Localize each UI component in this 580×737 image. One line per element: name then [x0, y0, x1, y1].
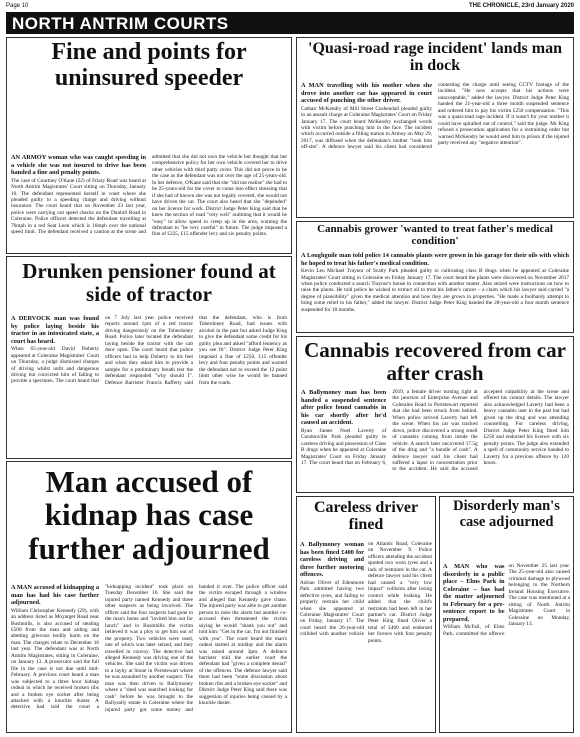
story-speeder [6, 37, 292, 254]
story-body [301, 252, 569, 332]
story-careless [296, 496, 436, 733]
page-header [6, 2, 574, 12]
story-body [11, 154, 287, 252]
story-body [11, 584, 287, 731]
body-text: William Christopher Kennedy (29), with an address listed as Moyarget Road near Bushmills, is also accused of stealing £500 from the man and aiding and abetting grievous bodily harm on the man. The charges relate to December 16 last year. The defendant was at North Antrim Magistrates, sitting in Coleraine, on January 13. A prosecutor said the full file in the case is not due until mid-February. A previous court heard a man was subjected to a three hour kidnap ordeal in which he received broken ribs and a broken eye socket after being attacked with a knuckle duster. A detective had told the court a "kidnapping incident" took place on Tuesday December 16. She said the injured party named Kennedy and three other suspects as being involved. The officer said the four suspects had gone to the man's home and "invited him out for lunch" and in Bushmills the victim believed it was a ploy to get him out of the property. Two vehicles were used, one of which was later seized, and they travelled in convoy. The detective had alleged Kennedy was driving one of the vehicles. She said the victim was driven to a layby at Stone in Portstewart where he was assaulted by another suspect. The man was then driven to Ballymoney where a "shed was searched looking for cash" before he was brought to the Ballysally estate in Coleraine where the injured party got some money and handed it over. The police officer said the victim escaped through a window and alleged that Kennedy gave chase. The injured party was able to get another person to raise the alarm but another co-accused then threatened the victim saying he would "shank you out" and told him: "Get in the car. I'm not finished with you". The court heard the man's ordeal started at midday and the alarm was raised around 3pm. A defence barrister told the earlier court the defendant had "given a complete denial" of the offences. The defence lawyer said there had been "some discussion about broken ribs and a broken eye socket" and District Judge Peter King said there was suggestion of injuries being caused by a knuckle duster. [11, 584, 287, 713]
standfirst: A Loughguile man told police 14 cannabis plants were grown in his garage for their oils with which he hoped to treat his father's medical condition. [301, 252, 569, 267]
headline: 'Quasi-road rage incident' lands man in dock [308, 40, 562, 75]
body-text: The case of Courtney O'Kane (22) of Friary Road was heard at North Antrim Magistrates' Court sitting on Thursday, January 16. The defendant represented herself in court where she pleaded guilty to a speeding charge and driving without insurance. The court heard that on November 23 last year, police were carrying out speed checks on the Dunhill Road in Coleraine. Police officers detected the defendant travelling at 76mph in a red Seat Leon which is 16mph over the national speed limit. The defendant received a caution at the scene and admitted that she did not own the vehicle but thought that her comprehensive policy for her own vehicle covered her to drive other vehicles with third party cover. This did not prove to be the case as the defendant was not over the age of 25-years-old. In her defence, O'Kane said that she "did not realise" she had to be 25-years-old for the cover to come into effect stressing that if she had of known she was not legally covered, she would not have driven the car. The court also heard that she "depended" on her licence for work. District Judge Peter King said that he knew the section of road "very well" outlining that it would be "easy" to allow speed to creep up in the area, warning the defendant to "be very careful" in future. The judge imposed a fine of £225, £15 offender levy and six penalty points. [11, 154, 287, 238]
story-kidnap [6, 461, 292, 733]
story-body [301, 82, 569, 216]
headline: Cannabis recovered from car after crash [304, 338, 566, 385]
body-text: Ryan James Noel Laverty of Condonville Park pleaded guilty to careless driving and possession of Class B drugs when he appeared at Coleraine Magistrates' Court on Friday January 17. The court heard that on February 6, 2019, a female driver turning right at the junction of Enterprise Avenue and Coleraine Road in Portstewart reported that she had been struck from behind. When police arrived Laverty had left the scene. When his car was tracked down, police discovered a strong smell of cannabis coming from inside the vehicle. A search later uncovered 17.5g of the drug and "a bundle of cash". A defence lawyer said his client had suffered a lapse in concentration prior to the accident. He said the accused accepted culpability at the scene and offered his contact details. The lawyer also acknowledged Laverty had been a heavy cannabis user in the past but had given up the drug and was attending counselling. For careless driving, District Judge Peter King fined him £250 and endorsed his licence with six penalty points. The judge also extended a spell of community service handed to Laverty for a previous offence by 120 hours. [301, 389, 569, 473]
body-text: When 65-year-old David Doherty appeared at Coleraine Magistrates' Court on Thursday, a judge dismissed charges of driving whilst unfit and dangerous driving but convicted him of failing to provide a specimen. The court heard that on 7 July last year police received reports around 1pm of a red tractor driving dangerously on the Toberdoney Road. Police later located the defendant laying beside the tractor with the cab door open. The court heard that police officers had to help Doherty to his feet and when they asked him to provide a sample for a preliminary breath test the defendant responded "why should I". Defence Barrister Francis Rafferty said that the defendant, who is from Toberdoney Road, had issues with alcohol in the past but asked Judge King to give the defendant some credit for his guilty plea and asked "afford leniency as you see fit". District Judge Peter King imposed a fine of £250, £15 offender levy and four penalty points and warned the defendant not to exceed the 12 point limit other wise he would be banned from the roads. [11, 315, 287, 386]
standfirst: A Ballymoney man has been handed a suspended sentence after police found cannabis in his car shortly after he'd caused an accident. [301, 389, 387, 427]
publication-date: THE CHRONICLE, 23rd January 2020 [468, 3, 574, 9]
story-body [301, 389, 569, 491]
section-title: NORTH ANTRIM COURTS [12, 14, 229, 33]
standfirst: A MAN travelling with his mother when she drove into another car has appeared in court accused of punching the other driver. [301, 82, 432, 105]
story-dock [296, 37, 574, 218]
standfirst: A MAN accused of kidnapping a man has had his case further adjourned. [11, 584, 99, 607]
story-disorderly [439, 496, 574, 733]
standfirst: A MAN who was disorderly in a public place – Elms Park in Coleraine – has had the matter adjourned to February for a pre-sentence report to be prepared. [443, 563, 505, 623]
story-body [300, 541, 432, 731]
headline: Cannabis grower 'wanted to treat father's medical condition' [317, 223, 553, 247]
body-text: Cathair McKendry of Mill Street Cushendall pleaded guilty to an assault charge at Coleraine Magistrates' Court on Friday January 17. The court heard McKendry exchanged words with victim before punching him in the face. The incident which occurred outside a filling station in Armoy on May 29, 2017, was diffused when the defendant's mother "took him off-site". A defence lawyer said his client had considered contesting the charge until seeing CCTV footage of the incident. "He now accepts that his actions were unacceptable," added the lawyer. District Judge Peter King handed the 21-year-old a three month suspended sentence and ordered him to pay his victim £250 compensation. "This was a quasi-road rage incident. If it wasn't for your mother it could have spiralled out of control," said the judge. Mr King refused a prosecution application for a restraining order but warned McKendry he would send him to prison if the injured party received any "negative attention". [301, 82, 569, 151]
headline: Fine and points for uninsured speeder [51, 39, 247, 91]
standfirst: AN ARMOY woman who was caught speeding in a vehicle she was not insured to drive has been handed a fine and penalty points. [11, 154, 146, 177]
headline: Man accused of kidnap has case further adjourned [28, 464, 270, 566]
headline: Careless driver fined [313, 499, 419, 534]
story-cannabis-grower [296, 221, 574, 333]
story-crash [296, 336, 574, 493]
story-body [11, 315, 287, 457]
standfirst: A DERVOCK man was found by police laying beside his tractor in an intoxicated state, a court has heard. [11, 315, 99, 345]
story-tractor [6, 256, 292, 459]
headline: Disorderly man's case adjourned [453, 498, 560, 530]
page-number: Page 10 [6, 3, 29, 9]
section-banner [6, 12, 574, 34]
standfirst: A Ballymoney woman has been fined £400 for careless driving and three further motoring offences. [300, 541, 364, 579]
headline: Drunken pensioner found at side of tractor [22, 259, 276, 306]
body-text: William McFall, of Elms Park, committed the offence on November 25 last year. The 25-year-old also caused criminal damage to plywood belonging to the Northern Ireland Housing Executive. The case was mentioned at a sitting of North Antrim Magistrates Court in Coleraine on Monday, January 13. [443, 563, 570, 637]
story-body [443, 563, 570, 731]
body-text: Adrian Oliver of Edenmore Park admitted having two defective tyres, and failing to properly restrain her child when she appeared at Coleraine Magistrates' Court on Friday, January 17. The court heard the 26-year-old collided with another vehicle on Atlantic Road, Coleraine on November 9. Police officers attending the accident spotted two worn tyres and a lack of restraints in the car. A defence lawyer said his client had caused a "very low impact" collision after losing control while braking. He added that the child's restraints had been left in her partner's car. District Judge Peter King fined Oliver a total of £400 and endorsed her licence with four penalty points. [300, 541, 432, 644]
body-text: Kevin Leo Michael Traynor of Scalty Park pleaded guilty to cultivating class B drugs when he appeared at Coleraine Magistrates' Court sitting in Coleraine on Friday January 17. The court heard the plants were discovered on November 2017 when police conducted a search Traynor's house in connection with another matter. Also seized were instructions on how to raise the plants. He told police he wished to extract oil to treat his father's cancer – a claim which his lawyer said carried "a degree of plausibility" given the medical attention and how they are grown in properties. "He made a foolhardy attempt to bring some relief to his father," added the lawyer. District Judge Peter King handed the 28-year-old a four month sentence suspended for 18 months. [301, 268, 569, 313]
